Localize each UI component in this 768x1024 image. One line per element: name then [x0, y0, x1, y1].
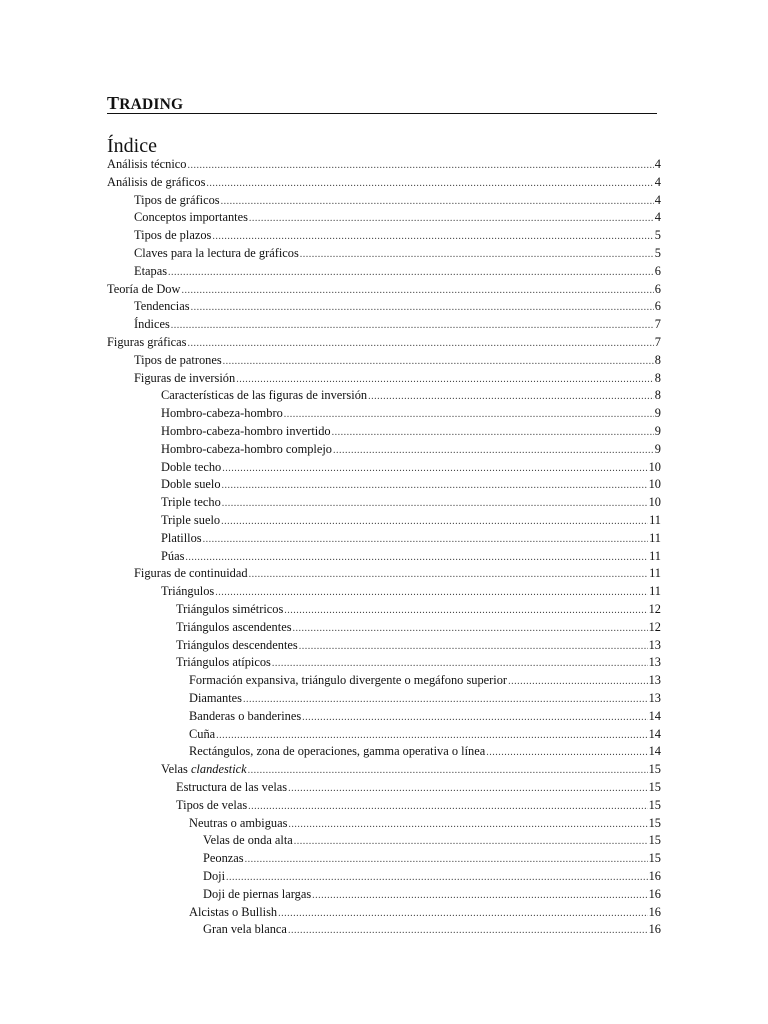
toc-entry[interactable] — [189, 743, 661, 760]
dot-leader — [181, 282, 653, 299]
toc-entry[interactable] — [189, 690, 661, 707]
toc-entry-page-number: 11 — [649, 584, 661, 599]
dot-leader — [206, 175, 653, 192]
toc-entry[interactable] — [161, 583, 661, 600]
toc-entry[interactable] — [161, 512, 661, 529]
dot-leader — [333, 442, 654, 459]
dot-leader — [222, 477, 648, 494]
toc-heading: Índice — [107, 135, 157, 157]
toc-entry[interactable] — [134, 227, 661, 244]
dot-leader — [288, 816, 647, 833]
toc-entry-label: Doji — [203, 869, 226, 883]
toc-entry-page-number: 9 — [654, 406, 661, 421]
toc-entry-label: Claves para la lectura de gráficos — [134, 246, 299, 260]
toc-entry-label: Tipos de velas — [176, 797, 248, 812]
toc-entry-label: Tipos de gráficos — [134, 192, 220, 207]
dot-leader — [294, 833, 648, 850]
toc-entry-label: Doble techo — [161, 459, 222, 474]
toc-entry[interactable] — [176, 779, 661, 796]
toc-entry-label: Hombro-cabeza-hombro — [161, 406, 283, 421]
toc-entry-page-number: 4 — [654, 157, 661, 171]
toc-entry-label-italic: clandestick — [190, 762, 247, 777]
toc-entry[interactable] — [176, 797, 661, 814]
toc-entry-label: Triángulos — [161, 584, 215, 599]
document-title: TRADING — [107, 93, 657, 114]
toc-entry-page-number: 4 — [654, 174, 661, 189]
dot-leader — [312, 887, 647, 904]
toc-entry-page-number: 13 — [648, 673, 661, 688]
dot-leader — [272, 655, 648, 672]
dot-leader — [249, 210, 654, 227]
toc-entry-page-number: 8 — [654, 388, 661, 403]
dot-leader — [212, 228, 653, 245]
toc-entry[interactable] — [203, 868, 661, 885]
toc-entry[interactable] — [176, 601, 661, 618]
toc-entry-label: Alcistas o Bullish — [189, 904, 278, 919]
toc-entry-label: Diamantes — [189, 691, 242, 705]
toc-entry[interactable] — [203, 850, 661, 867]
toc-entry[interactable] — [161, 494, 661, 511]
toc-entry-page-number: 10 — [648, 477, 661, 492]
toc-entry-label: Estructura de las velas — [176, 780, 288, 794]
toc-entry-page-number: 11 — [649, 530, 661, 545]
toc-entry[interactable] — [203, 832, 661, 849]
toc-entry[interactable] — [161, 548, 661, 565]
toc-entry-label: Triple suelo — [161, 513, 221, 527]
toc-entry-page-number: 15 — [648, 780, 661, 794]
toc-entry-label: Figuras de continuidad — [134, 566, 248, 581]
dot-leader — [508, 673, 648, 690]
toc-entry[interactable] — [134, 263, 661, 280]
dot-leader — [486, 744, 647, 761]
toc-entry[interactable] — [189, 726, 661, 743]
toc-entry-page-number: 14 — [648, 726, 661, 741]
dot-leader — [188, 157, 654, 174]
toc-entry[interactable] — [189, 904, 661, 921]
toc-entry-label: Triángulos descendentes — [176, 637, 298, 652]
toc-entry-page-number: 13 — [648, 655, 661, 670]
toc-entry-page-number: 14 — [648, 744, 661, 759]
toc-entry-label: Etapas — [134, 263, 168, 278]
toc-entry-label: Gran vela blanca — [203, 922, 287, 937]
dot-leader — [168, 264, 654, 281]
toc-entry[interactable] — [161, 387, 661, 404]
toc-entry-page-number: 7 — [654, 317, 661, 332]
toc-entry[interactable] — [161, 530, 661, 547]
toc-entry-label: Análisis de gráficos — [107, 174, 206, 189]
dot-leader — [368, 388, 654, 405]
toc-entry-label: Platillos — [161, 530, 202, 545]
dot-leader — [222, 495, 648, 512]
toc-entry-page-number: 16 — [648, 886, 661, 901]
toc-entry-page-number: 5 — [654, 228, 661, 243]
toc-entry-page-number: 16 — [648, 922, 661, 937]
toc-entry-label: Formación expansiva, triángulo divergente o megáfono superior — [189, 673, 508, 688]
dot-leader — [302, 709, 647, 726]
toc-entry[interactable] — [134, 316, 661, 333]
toc-entry-label: Tipos de patrones — [134, 352, 222, 367]
toc-entry[interactable] — [161, 441, 661, 458]
toc-entry[interactable] — [161, 459, 661, 476]
toc-entry-label: Cuña — [189, 726, 216, 741]
dot-leader — [300, 246, 654, 263]
toc-entry-page-number: 15 — [648, 815, 661, 830]
toc-entry[interactable] — [107, 174, 661, 191]
toc-entry-label: Banderas o banderines — [189, 708, 302, 723]
toc-entry-page-number: 13 — [648, 691, 661, 705]
toc-entry-label: Doble suelo — [161, 477, 221, 492]
dot-leader — [171, 317, 654, 334]
dot-leader — [293, 620, 648, 637]
toc-entry[interactable] — [161, 476, 661, 493]
dot-leader — [221, 513, 648, 530]
toc-entry[interactable] — [161, 761, 661, 778]
toc-entry-page-number: 4 — [654, 210, 661, 225]
toc-entry[interactable] — [107, 334, 661, 351]
dot-leader — [236, 371, 654, 388]
dot-leader — [288, 780, 647, 797]
toc-entry-label: Tipos de plazos — [134, 228, 212, 243]
toc-entry-page-number: 10 — [648, 495, 661, 510]
toc-entry-page-number: 15 — [648, 833, 661, 848]
dot-leader — [222, 460, 647, 477]
toc-entry[interactable] — [203, 921, 661, 938]
toc-entry-label: Hombro-cabeza-hombro invertido — [161, 424, 331, 438]
dot-leader — [248, 798, 647, 815]
toc-entry-page-number: 15 — [648, 797, 661, 812]
toc-entry[interactable] — [161, 405, 661, 422]
toc-entry-label: Análisis técnico — [107, 157, 187, 171]
toc-entry[interactable] — [161, 423, 661, 440]
toc-entry[interactable] — [134, 209, 661, 226]
toc-entry-page-number: 9 — [654, 441, 661, 456]
toc-entry-page-number: 6 — [654, 281, 661, 296]
toc-entry-page-number: 15 — [648, 762, 661, 777]
toc-entry-label: Conceptos importantes — [134, 210, 248, 225]
toc-entry-page-number: 4 — [654, 192, 661, 207]
toc-entry-label: Figuras gráficas — [107, 335, 187, 349]
toc-entry-page-number: 5 — [654, 246, 661, 260]
toc-entry-page-number: 7 — [654, 335, 661, 349]
dot-leader — [245, 851, 648, 868]
toc-entry[interactable] — [189, 672, 661, 689]
toc-entry[interactable] — [134, 298, 661, 315]
toc-entry-label: Teoría de Dow — [107, 281, 181, 296]
toc-entry-page-number: 14 — [648, 708, 661, 723]
toc-entry-label: Triángulos atípicos — [176, 655, 271, 670]
toc-entry-label: Velas de onda alta — [203, 833, 293, 848]
toc-entry-page-number: 8 — [654, 352, 661, 367]
toc-entry-label: Características de las figuras de inversión — [161, 388, 368, 403]
toc-entry-label: Púas — [161, 548, 185, 563]
dot-leader — [216, 727, 647, 744]
toc-entry-label: Figuras de inversión — [134, 370, 236, 385]
dot-leader — [185, 549, 648, 566]
dot-leader — [332, 424, 654, 441]
toc-entry-page-number: 16 — [648, 869, 661, 883]
toc-entry-label: Neutras o ambiguas — [189, 815, 288, 830]
toc-entry-page-number: 11 — [649, 566, 661, 581]
toc-entry[interactable] — [176, 637, 661, 654]
toc-entry-page-number: 11 — [649, 548, 661, 563]
toc-entry[interactable] — [189, 815, 661, 832]
toc-entry[interactable] — [134, 192, 661, 209]
toc-entry-label: Triángulos ascendentes — [176, 619, 292, 634]
toc-entry-page-number: 15 — [648, 851, 661, 866]
toc-entry-label: Tendencias — [134, 299, 190, 314]
toc-entry[interactable] — [203, 886, 661, 903]
toc-entry[interactable] — [176, 654, 661, 671]
toc-entry-label: Velas clandestick — [161, 762, 247, 777]
toc-entry-page-number: 12 — [648, 602, 661, 616]
toc-entry-label: Índices — [134, 317, 170, 332]
toc-entry-label: Peonzas — [203, 851, 244, 866]
toc-entry-page-number: 12 — [648, 619, 661, 634]
toc-entry-page-number: 8 — [654, 370, 661, 385]
toc-entry[interactable] — [134, 352, 661, 369]
toc-entry-label: Rectángulos, zona de operaciones, gamma operativa o línea — [189, 744, 486, 759]
toc-entry[interactable] — [134, 245, 661, 262]
dot-leader — [187, 335, 653, 352]
dot-leader — [243, 691, 648, 708]
toc-entry-page-number: 13 — [648, 637, 661, 652]
dot-leader — [221, 193, 654, 210]
dot-leader — [203, 531, 648, 548]
dot-leader — [248, 762, 648, 779]
dot-leader — [299, 638, 648, 655]
dot-leader — [249, 566, 649, 583]
toc-entry-page-number: 16 — [648, 904, 661, 919]
toc-entry-label: Hombro-cabeza-hombro complejo — [161, 441, 332, 456]
toc-entry-page-number: 6 — [654, 263, 661, 278]
toc-entry[interactable] — [107, 281, 661, 298]
dot-leader — [288, 922, 648, 939]
dot-leader — [284, 602, 647, 619]
toc-entry[interactable] — [134, 565, 661, 582]
toc-entry-page-number: 10 — [648, 459, 661, 474]
toc-entry[interactable] — [107, 156, 661, 173]
toc-entry[interactable] — [176, 619, 661, 636]
toc-entry-label: Triángulos simétricos — [176, 602, 284, 616]
toc-entry-page-number: 9 — [654, 424, 661, 438]
toc-entry-label: Triple techo — [161, 495, 221, 510]
dot-leader — [284, 406, 654, 423]
dot-leader — [223, 353, 654, 370]
dot-leader — [191, 299, 654, 316]
toc-entry-label: Doji de piernas largas — [203, 886, 312, 901]
dot-leader — [278, 905, 647, 922]
dot-leader — [226, 869, 648, 886]
toc-entry[interactable] — [134, 370, 661, 387]
toc-entry[interactable] — [189, 708, 661, 725]
toc-entry-page-number: 6 — [654, 299, 661, 314]
dot-leader — [215, 584, 648, 601]
toc-entry-page-number: 11 — [649, 513, 661, 527]
